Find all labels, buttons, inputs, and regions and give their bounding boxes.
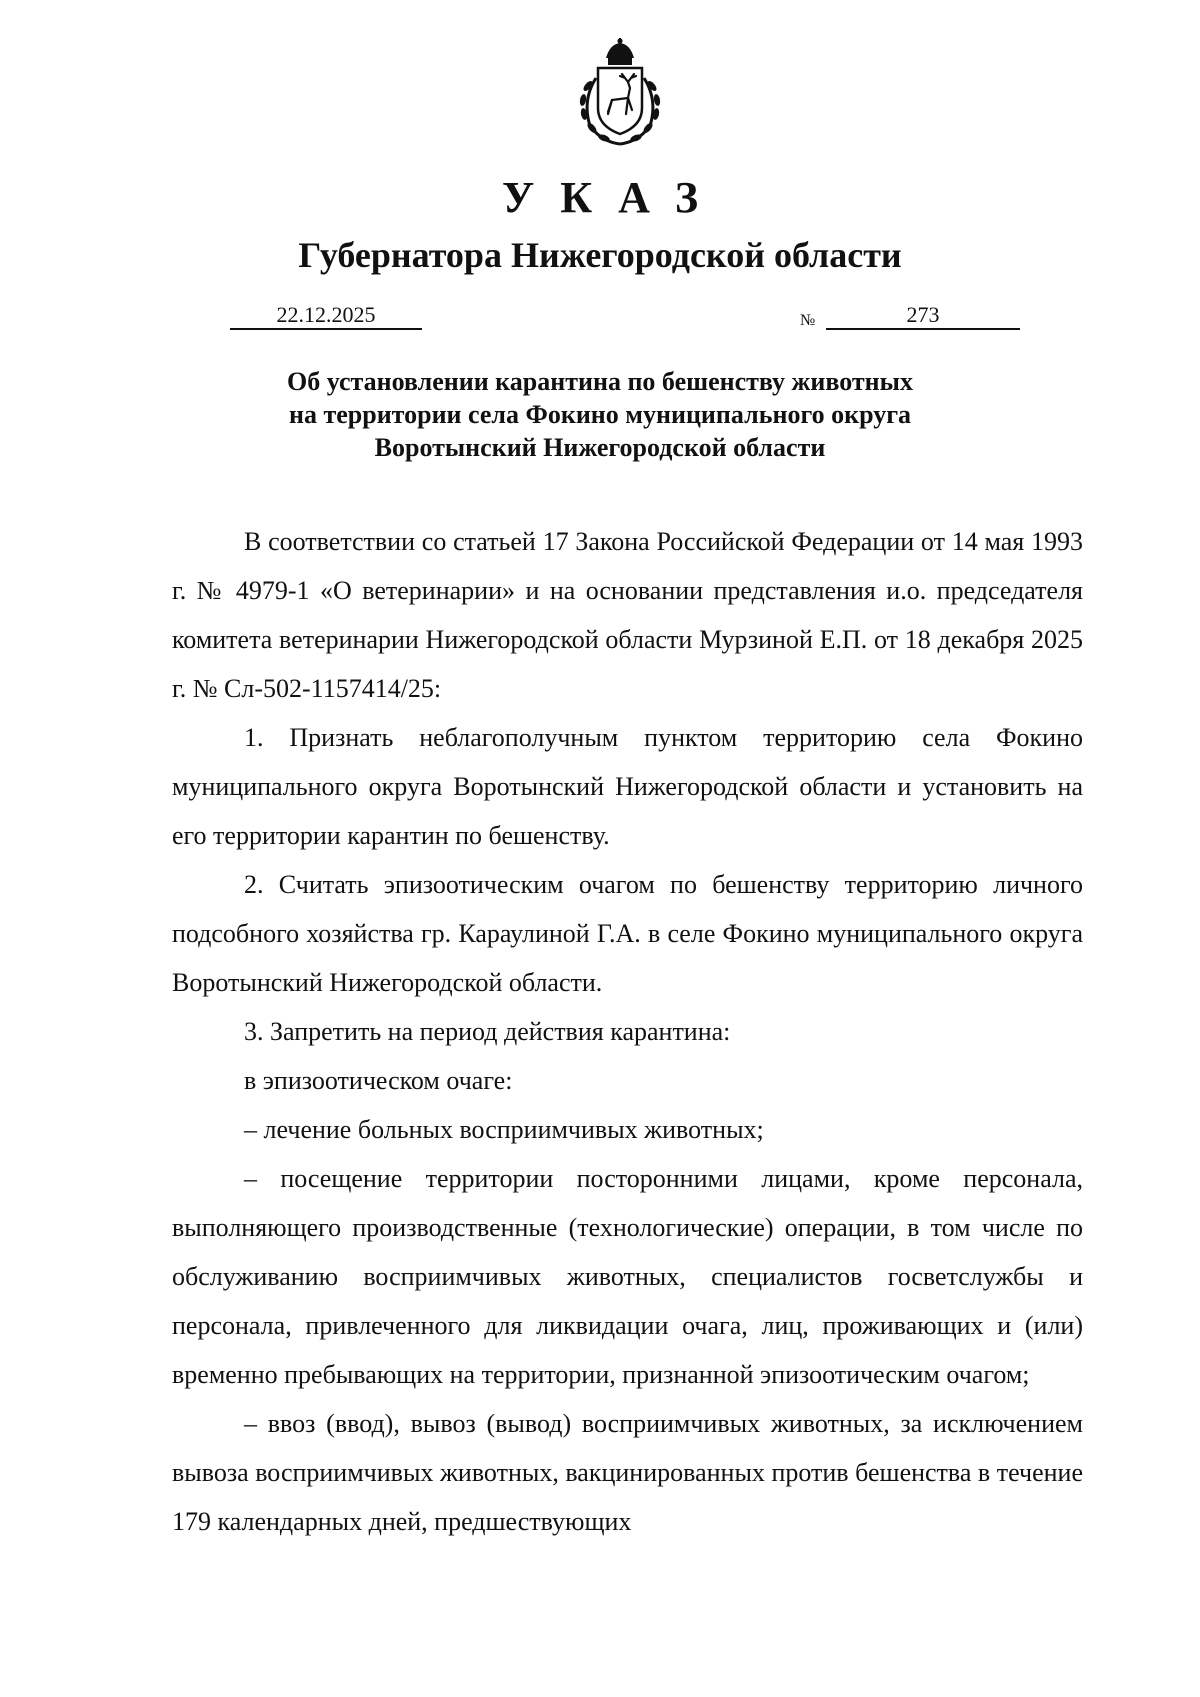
document-subject: [0, 365, 1200, 464]
document-number: 273: [826, 302, 1020, 330]
focus-heading: в эпизоотическом очаге:: [244, 1066, 513, 1095]
document-body: [172, 517, 1083, 1546]
subject-line: на территории села Фокино муниципального округа: [288, 400, 912, 429]
subject-line: Воротынский Нижегородской области: [374, 433, 826, 462]
prohibition-item: – ввоз (ввод), вывоз (вывод) восприимчивых животных, за исключением вывоза восприимчивых животных, вакцинированных против бешенства в течение 179 календарных дней, предшествующих: [172, 1409, 1083, 1536]
prohibition-item: – лечение больных восприимчивых животных;: [244, 1115, 764, 1144]
issuer-title: Губернатора Нижегородской области: [298, 235, 902, 275]
document-type-title: УКАЗ: [501, 173, 725, 222]
subject-line: Об установлении карантина по бешенству животных: [287, 367, 913, 396]
prohibition-item: – посещение территории посторонними лицами, кроме персонала, выполняющего производственные (технологические) операции, в том числе по обслуживанию восприимчивых животных, специалистов госветслужбы и персонала, привлеченного для ликвидации очага, лиц, проживающих и (или) временно пребывающих на территории, признанной эпизоотическим очагом;: [172, 1164, 1083, 1389]
document-date: 22.12.2025: [230, 302, 422, 330]
number-sign: №: [800, 312, 816, 329]
item-1-paragraph: 1. Признать неблагополучным пунктом территорию села Фокино муниципального округа Воротынский Нижегородской области и установить на его территории карантин по бешенству.: [172, 723, 1083, 850]
item-3-paragraph: 3. Запретить на период действия карантина:: [244, 1017, 731, 1046]
item-2-paragraph: 2. Считать эпизоотическим очагом по бешенству территорию личного подсобного хозяйства гр. Караулиной Г.А. в селе Фокино муниципального округа Воротынский Нижегородской области.: [172, 870, 1083, 997]
coat-of-arms-emblem: [568, 38, 672, 148]
preamble-paragraph: В соответствии со статьей 17 Закона Российской Федерации от 14 мая 1993 г. № 4979-1 «О ветеринарии» и на основании представления и.о. председателя комитета ветеринарии Нижегородской области Мурзиной Е.П. от 18 декабря 2025 г. № Сл-502-1157414/25:: [172, 527, 1083, 703]
